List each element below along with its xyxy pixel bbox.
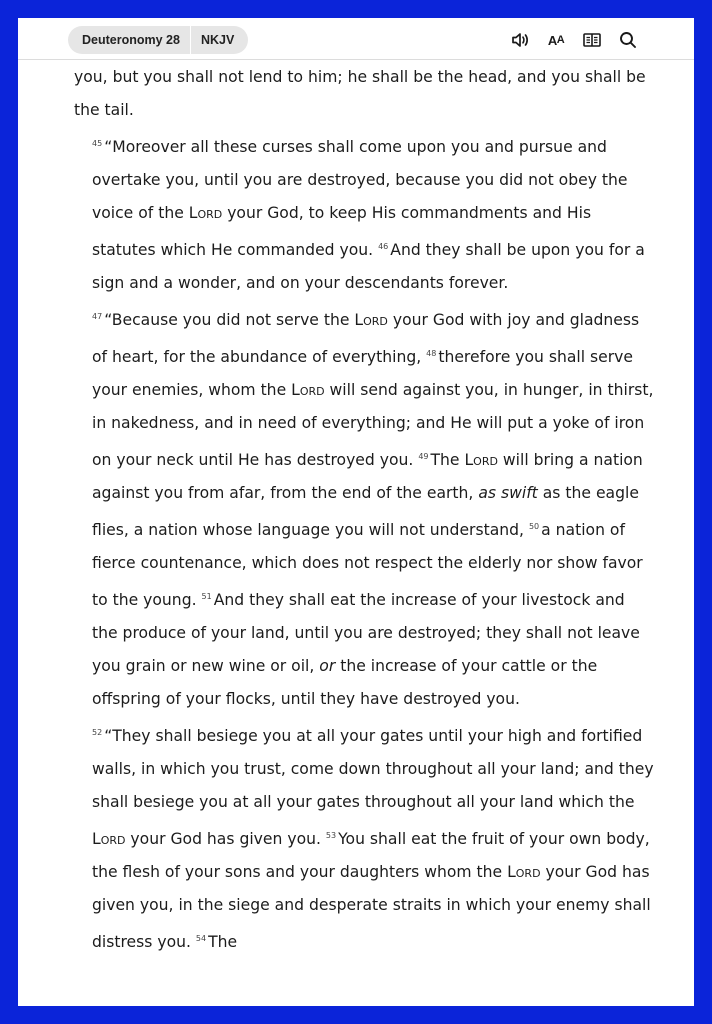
verse-number-53[interactable]: 53: [325, 831, 337, 840]
verse-48-text-b: will send against you, in hunger, in thirst, in nakedness, and in need of everything; and He will put a yoke of iron on your neck until He has destroyed you.: [92, 381, 654, 469]
search-icon[interactable]: [616, 28, 640, 52]
verse-45-text-a: “Moreover all these curses shall come upon you and pursue and overtake you, until you are destroyed, because you did not obey the voice of the: [92, 138, 628, 222]
verse-47-text-a: “Because you did not serve the: [104, 311, 355, 329]
verse-number-45[interactable]: 45: [92, 139, 103, 148]
paragraph-47: [74, 300, 654, 716]
verse-49-text-a: The: [430, 451, 465, 469]
verse-49-text-c: as the eagle flies, a nation whose language you will not understand,: [92, 484, 639, 539]
verse-46-text: And they shall be upon you for a sign and a wonder, and on your descendants forever.: [92, 241, 645, 292]
verse-number-50[interactable]: 50: [528, 522, 540, 531]
app-window: [18, 18, 694, 1006]
verse-51-text-b: the increase of your cattle or the offspring of your flocks, until they have destroyed you.: [92, 657, 598, 708]
verse-45-text-b: your God, to keep His commandments and His statutes which He commanded you.: [92, 204, 592, 259]
verse-52-text-a: “They shall besiege you at all your gates until your high and fortified walls, in which you trust, come down throughout all your land; and they shall besiege you at all your gates throughout all your land which the: [92, 727, 654, 811]
verse-number-47[interactable]: 47: [92, 312, 103, 321]
reader-toolbar: [18, 18, 694, 60]
verse-52-text-b: your God has given you.: [125, 830, 326, 848]
lord-small-caps: Lord: [464, 451, 498, 469]
chapter-selector-button[interactable]: Deuteronomy 28: [82, 33, 180, 47]
verse-number-52[interactable]: 52: [92, 728, 103, 737]
italic-as-swift: as swift: [478, 484, 538, 502]
toolbar-actions: [508, 28, 640, 52]
text-size-label-small: A: [556, 34, 565, 46]
verse-53-text-a: You shall eat the fruit of your own body, the flesh of your sons and your daughters whom the: [92, 830, 650, 881]
verse-54-text: The: [208, 933, 238, 951]
lord-small-caps: Lord: [188, 204, 223, 222]
version-selector-button[interactable]: NKJV: [190, 26, 248, 54]
lord-small-caps: Lord: [92, 830, 126, 848]
chapter-text: [74, 24, 654, 959]
lord-small-caps: Lord: [507, 863, 541, 881]
lord-small-caps: Lord: [291, 381, 325, 399]
verse-47-text-b: your God with joy and gladness of heart, for the abundance of everything,: [92, 311, 640, 366]
text-size-label-large: A: [547, 32, 557, 48]
speaker-icon[interactable]: [508, 28, 532, 52]
verse-49-text-b: will bring a nation against you from afar, from the end of the earth,: [92, 451, 643, 502]
lord-small-caps: Lord: [354, 311, 388, 329]
verse-number-48[interactable]: 48: [426, 349, 437, 358]
verse-53-text-b: your God has given you, in the siege and desperate straits in which your enemy shall distress you.: [92, 863, 651, 951]
paragraph-52: [74, 716, 654, 959]
verse-48-text-a: therefore you shall serve your enemies, whom the: [92, 348, 633, 399]
verse-number-49[interactable]: 49: [418, 452, 429, 461]
verse-number-46[interactable]: 46: [378, 242, 389, 251]
book-icon[interactable]: [580, 28, 604, 52]
verse-number-54[interactable]: 54: [195, 934, 207, 943]
verse-51-text-a: And they shall eat the increase of your livestock and the produce of your land, until you are destroyed; they shall not leave you grain or new wine or oil,: [92, 591, 640, 675]
verse-number-51[interactable]: 51: [201, 592, 212, 601]
reference-pill: [68, 26, 248, 54]
paragraph-44-end: [74, 61, 654, 127]
verse-50-text: a nation of fierce countenance, which does not respect the elderly nor show favor to the young.: [92, 521, 643, 609]
verse-44-text: you, but you shall not lend to him; he shall be the head, and you shall be the tail.: [74, 68, 646, 119]
paragraph-45: [74, 127, 654, 300]
text-size-icon[interactable]: [544, 28, 568, 52]
italic-or: or: [319, 657, 336, 675]
